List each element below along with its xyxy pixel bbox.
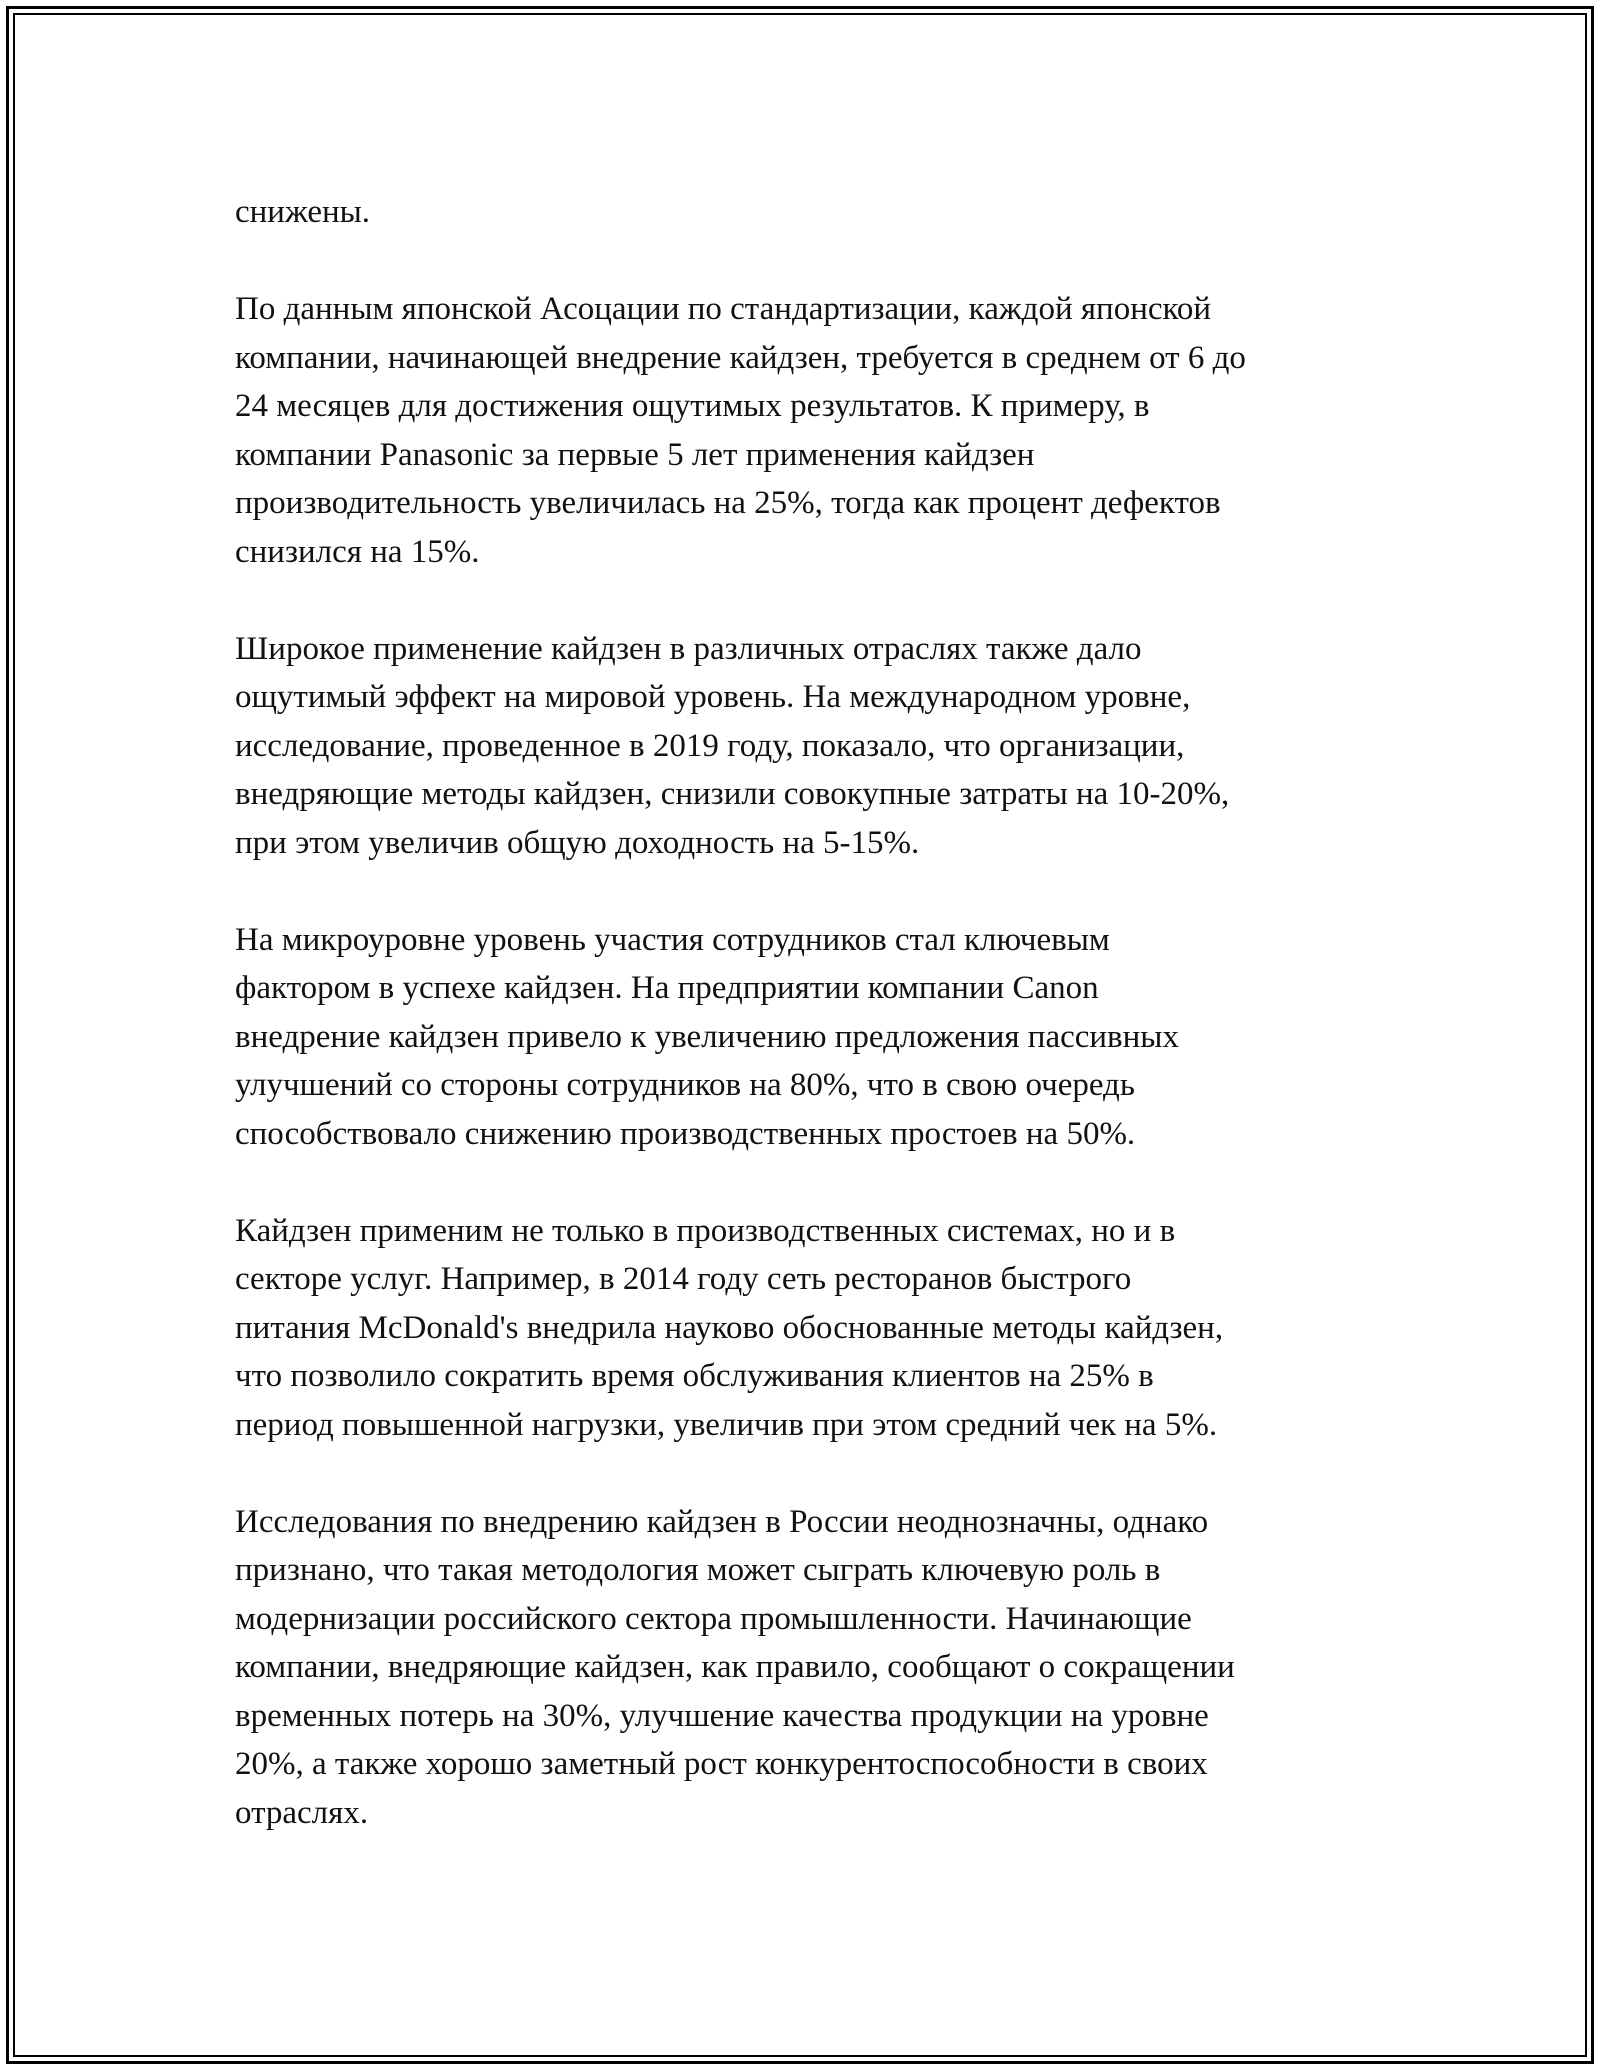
text-line: 20%, а также хорошо заметный рост конкурентоспособности в своих — [235, 1746, 1208, 1782]
text-line: Исследования по внедрению кайдзен в России неоднозначны, однако — [235, 1503, 1209, 1540]
text-line: модернизации российского сектора промышленности. Начинающие — [235, 1600, 1192, 1637]
text-line: снизился на 15%. — [235, 533, 480, 570]
text-line: На микроуровне уровень участия сотрудников стал ключевым — [235, 921, 1110, 958]
paragraph — [235, 1207, 1375, 1450]
text-line: производительность увеличилась на 25%, тогда как процент дефектов — [235, 485, 1221, 521]
text-line: признано, что такая методология может сыграть ключевую роль в — [235, 1552, 1161, 1588]
paragraph — [235, 916, 1375, 1159]
text-line: 24 месяцев для достижения ощутимых результатов. К примеру, в — [235, 388, 1150, 424]
text-line: питания McDonald's внедрила науково обоснованные методы кайдзен, — [235, 1309, 1224, 1346]
text-line: способствовало снижению производственных простоев на 50%. — [235, 1115, 1136, 1152]
text-line: ощутимый эффект на мировой уровень. На международном уровне, — [235, 679, 1191, 715]
text-line: улучшений со стороны сотрудников на 80%, что в свою очередь — [235, 1067, 1135, 1103]
text-line: компании, внедряющие кайдзен, как правило, сообщают о сокращении — [235, 1649, 1235, 1685]
text-line: Кайдзен применим не только в производственных системах, но и в — [235, 1212, 1176, 1249]
text-line: снижены. — [235, 194, 371, 230]
paragraph — [235, 285, 1375, 576]
document-body — [235, 188, 1375, 1886]
text-line: секторе услуг. Например, в 2014 году сеть ресторанов быстрого — [235, 1261, 1132, 1297]
text-line: внедрение кайдзен привело к увеличению предложения пассивных — [235, 1018, 1179, 1055]
paragraph — [235, 1498, 1375, 1838]
text-line: внедряющие методы кайдзен, снизили совокупные затраты на 10-20%, — [235, 776, 1230, 812]
text-line: исследование, проведенное в 2019 году, показало, что организации, — [235, 727, 1185, 764]
paragraph — [235, 625, 1375, 868]
text-line: компании, начинающей внедрение кайдзен, требуется в среднем от 6 до — [235, 339, 1246, 376]
text-line: Широкое применение кайдзен в различных отраслях также дало — [235, 630, 1142, 667]
text-line: фактором в успехе кайдзен. На предприятии компании Canon — [235, 970, 1099, 1006]
text-line: что позволило сократить время обслуживания клиентов на 25% в — [235, 1358, 1154, 1394]
text-line: По данным японской Асоцации по стандартизации, каждой японской — [235, 291, 1212, 327]
text-line: отраслях. — [235, 1794, 369, 1831]
text-line: временных потерь на 30%, улучшение качества продукции на уровне — [235, 1697, 1209, 1734]
paragraph — [235, 188, 1375, 237]
text-line: период повышенной нагрузки, увеличив при этом средний чек на 5%. — [235, 1406, 1218, 1443]
text-line: при этом увеличив общую доходность на 5-15%. — [235, 824, 920, 861]
text-line: компании Panasonic за первые 5 лет применения кайдзен — [235, 436, 1035, 473]
